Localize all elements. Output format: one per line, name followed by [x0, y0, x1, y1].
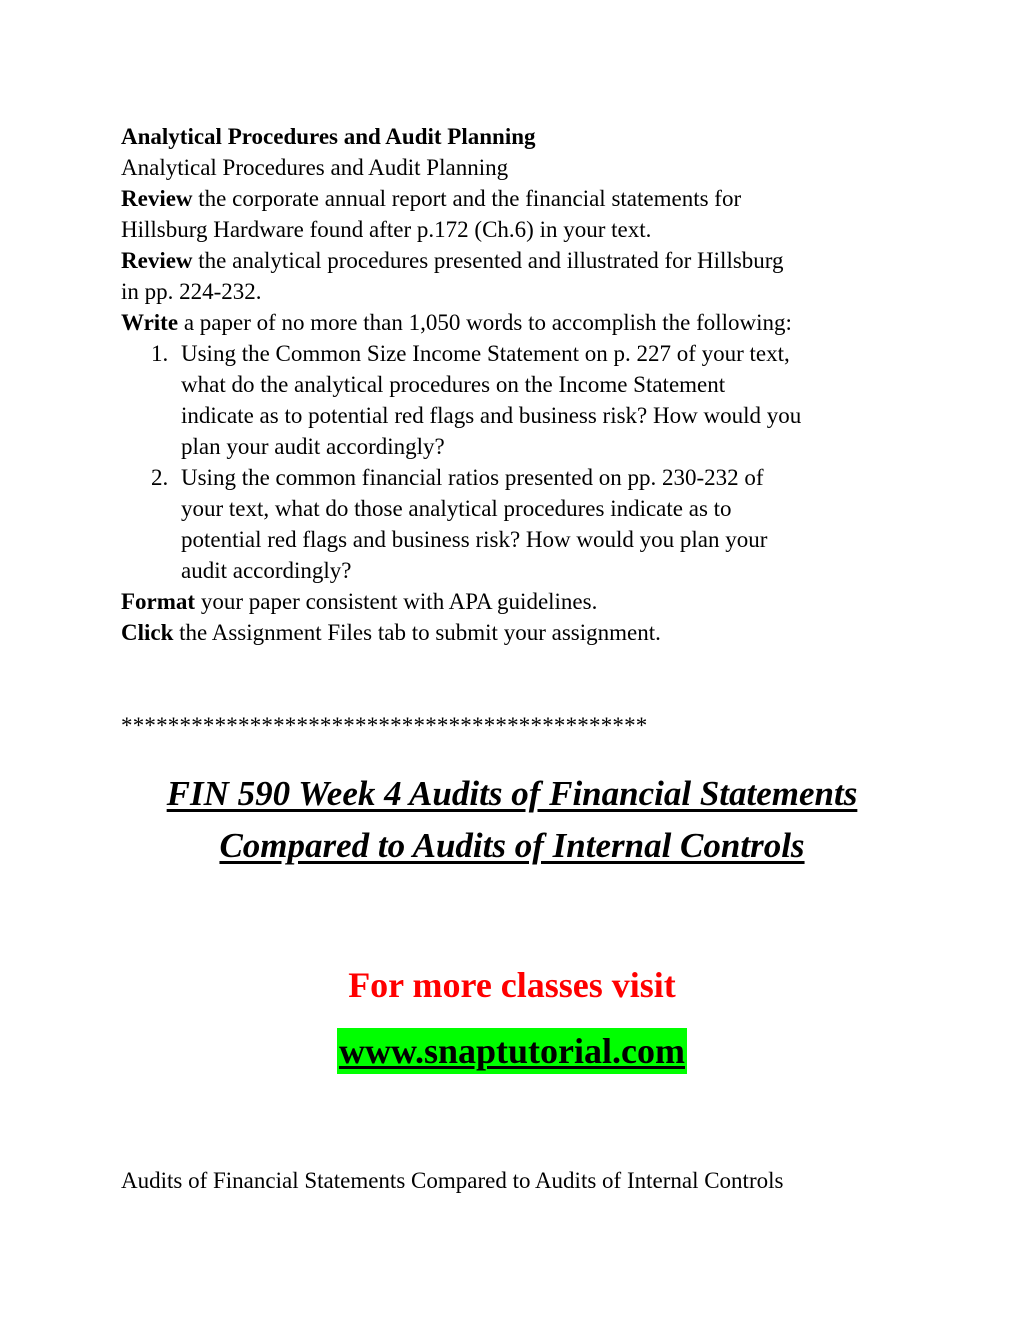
review-keyword: Review	[121, 248, 193, 273]
task-line: potential red flags and business risk? How would you plan your	[181, 527, 768, 552]
write-text: a paper of no more than 1,050 words to accomplish the following:	[178, 310, 792, 335]
format-text: your paper consistent with APA guidelines.	[195, 589, 598, 614]
separator-line: *********************************************	[121, 713, 648, 738]
review-text: the corporate annual report and the financial statements for	[192, 186, 742, 211]
section-subheading: Analytical Procedures and Audit Planning	[121, 155, 509, 180]
review-keyword: Review	[121, 186, 193, 211]
course-headline	[0, 768, 1024, 872]
format-keyword: Format	[121, 589, 196, 614]
task-line: indicate as to potential red flags and business risk? How would you	[181, 403, 802, 428]
task-line: plan your audit accordingly?	[181, 434, 445, 459]
task-line: Using the common financial ratios presented on pp. 230-232 of	[181, 465, 764, 490]
task-line: audit accordingly?	[181, 558, 352, 583]
task-item	[151, 462, 911, 586]
task-line: Using the Common Size Income Statement on p. 227 of your text,	[181, 341, 790, 366]
task-number: 2.	[151, 465, 169, 490]
click-text: the Assignment Files tab to submit your assignment.	[173, 620, 661, 645]
click-keyword: Click	[121, 620, 174, 645]
task-line: what do the analytical procedures on the Income Statement	[181, 372, 726, 397]
click-instruction	[121, 617, 911, 648]
write-instruction	[121, 307, 911, 338]
promo-text: For more classes visit	[348, 965, 676, 1005]
task-list	[121, 338, 911, 586]
review-instruction-1-cont: Hillsburg Hardware found after p.172 (Ch.6) in your text.	[121, 217, 652, 242]
task-item	[151, 338, 911, 462]
format-instruction	[121, 586, 911, 617]
link-container	[0, 1028, 1024, 1074]
review-text: the analytical procedures presented and illustrated for Hillsburg	[192, 248, 784, 273]
review-instruction-1	[121, 183, 911, 214]
section-heading: Analytical Procedures and Audit Planning	[121, 124, 536, 149]
task-number: 1.	[151, 341, 169, 366]
review-instruction-2	[121, 245, 911, 276]
task-line: your text, what do those analytical procedures indicate as to	[181, 496, 732, 521]
footer-title: Audits of Financial Statements Compared to Audits of Internal Controls	[121, 1168, 784, 1193]
review-instruction-2-cont: in pp. 224-232.	[121, 279, 262, 304]
headline-line-2: Compared to Audits of Internal Controls	[219, 826, 805, 865]
write-keyword: Write	[121, 310, 179, 335]
document-body	[121, 121, 911, 741]
headline-line-1: FIN 590 Week 4 Audits of Financial Statements	[166, 774, 858, 813]
website-link[interactable]: www.snaptutorial.com	[337, 1028, 687, 1074]
